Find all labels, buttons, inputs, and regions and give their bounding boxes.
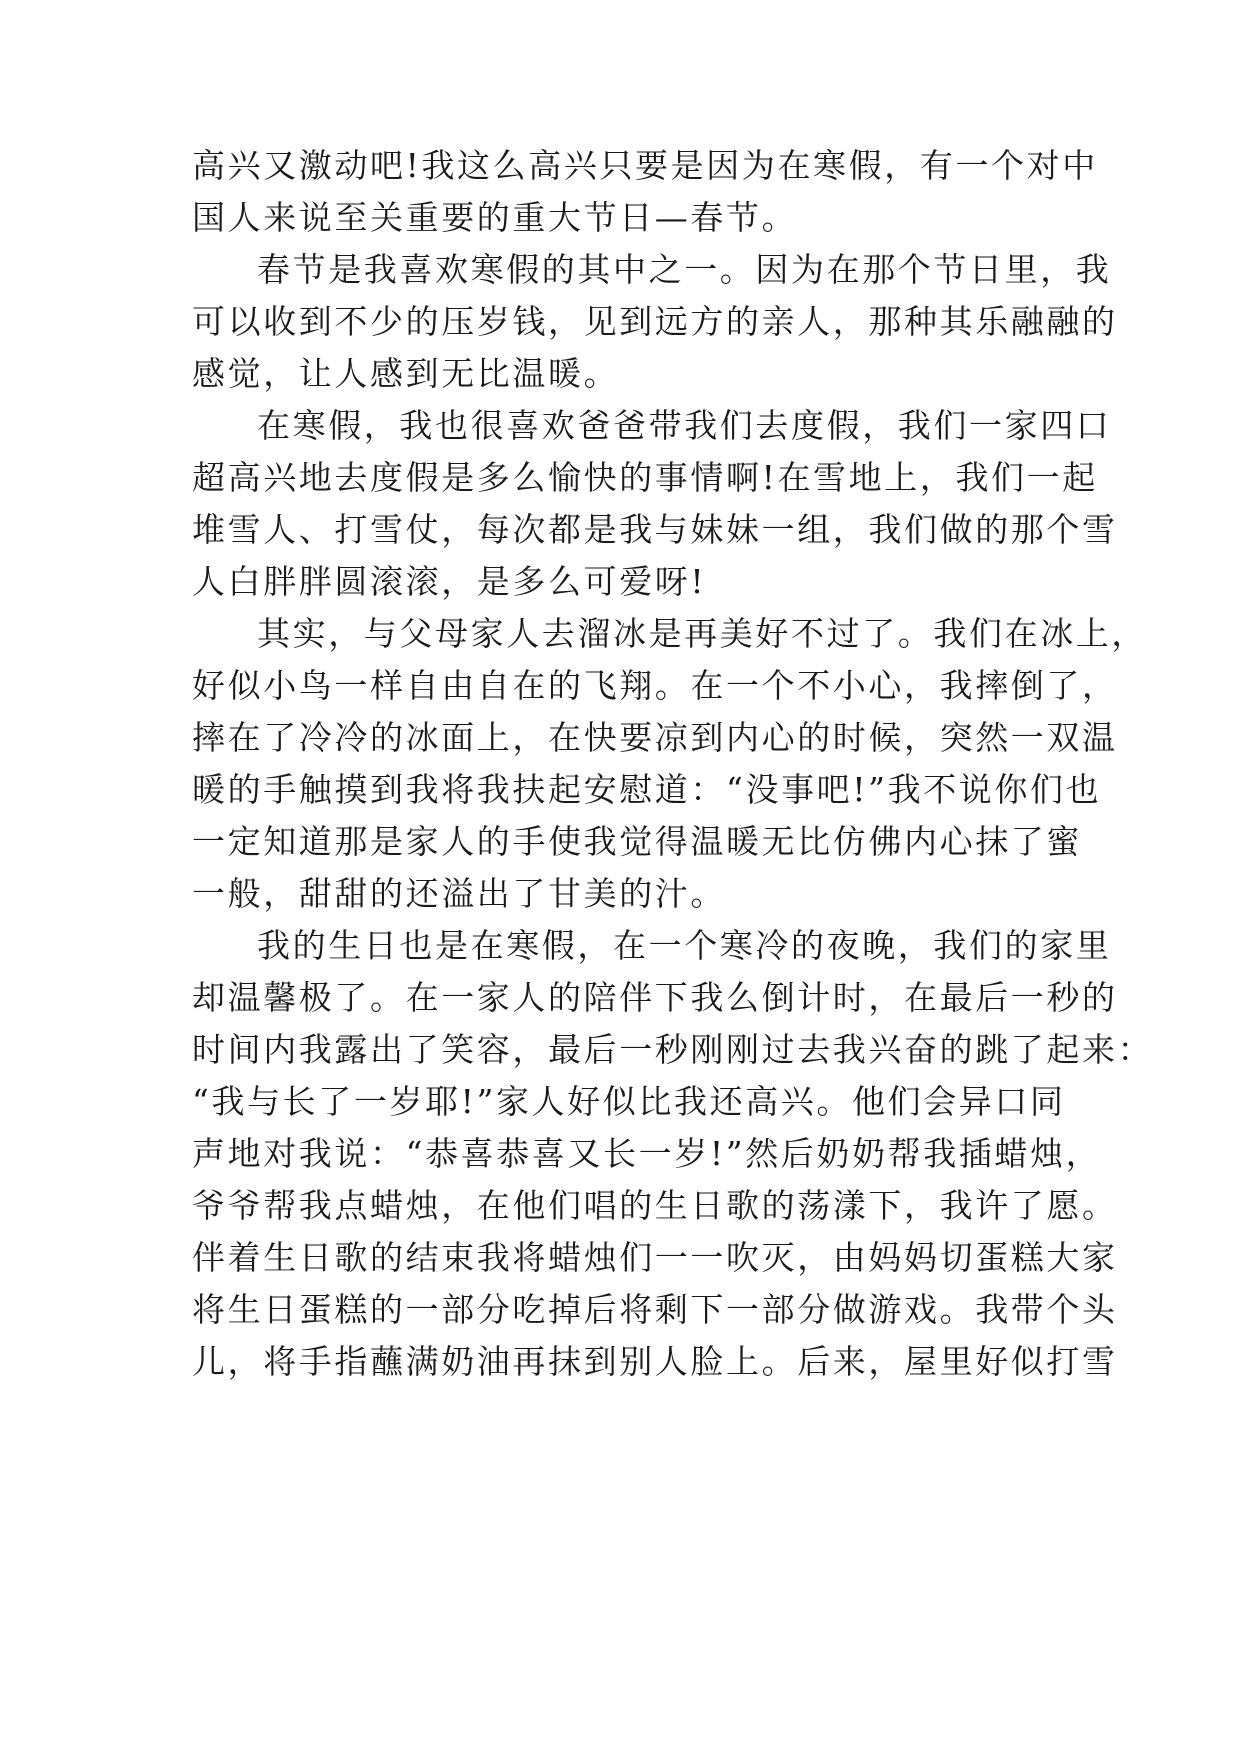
text-line: 儿，将手指蘸满奶油再抹到别人脸上。后来，屋里好似打雪 [192,1342,1118,1381]
text-line: 好似小鸟一样自由自在的飞翔。在一个不小心，我摔倒了， [192,666,1118,705]
text-line: 可以收到不少的压岁钱，见到远方的亲人，那种其乐融融的 [192,302,1118,341]
paragraph-first-line: 春节是我喜欢寒假的其中之一。因为在那个节日里，我 [257,250,1112,289]
text-line: 却温馨极了。在一家人的陪伴下我么倒计时，在最后一秒的 [192,978,1118,1017]
text-line: 感觉，让人感到无比温暖。 [192,354,620,393]
text-line: 高兴又激动吧!我这么高兴只要是因为在寒假，有一个对中 [192,146,1098,185]
text-line: 人白胖胖圆滚滚，是多么可爱呀! [192,562,707,601]
text-line: 摔在了冷冷的冰面上，在快要凉到内心的时候，突然一双温 [192,718,1118,757]
text-line: 声地对我说：“恭喜恭喜又长一岁!”然后奶奶帮我插蜡烛， [192,1134,1102,1173]
text-line: 堆雪人、打雪仗，每次都是我与妹妹一组，我们做的那个雪 [192,510,1118,549]
text-line: 一定知道那是家人的手使我觉得温暖无比仿佛内心抹了蜜 [192,822,1082,861]
text-line: 国人来说至关重要的重大节日—春节。 [192,198,798,237]
text-line: “我与长了一岁耶!”家人好似比我还高兴。他们会异口同 [192,1082,1066,1121]
paragraph-first-line: 在寒假，我也很喜欢爸爸带我们去度假，我们一家四口 [257,406,1112,445]
text-line: 伴着生日歌的结束我将蜡烛们一一吹灭，由妈妈切蛋糕大家 [192,1238,1118,1277]
text-line: 一般，甜甜的还溢出了甘美的汁。 [192,874,726,913]
paragraph-first-line: 其实，与父母家人去溜冰是再美好不过了。我们在冰上， [257,614,1147,653]
text-line: 时间内我露出了笑容，最后一秒刚刚过去我兴奋的跳了起来： [192,1030,1154,1069]
paragraph-first-line: 我的生日也是在寒假，在一个寒冷的夜晚，我们的家里 [257,926,1112,965]
text-line: 超高兴地去度假是多么愉快的事情啊!在雪地上，我们一起 [192,458,1098,497]
text-line: 将生日蛋糕的一部分吃掉后将剩下一部分做游戏。我带个头 [192,1290,1118,1329]
text-line: 爷爷帮我点蜡烛，在他们唱的生日歌的荡漾下，我许了愿。 [192,1186,1118,1225]
text-line: 暖的手触摸到我将我扶起安慰道：“没事吧!”我不说你们也 [192,770,1102,809]
